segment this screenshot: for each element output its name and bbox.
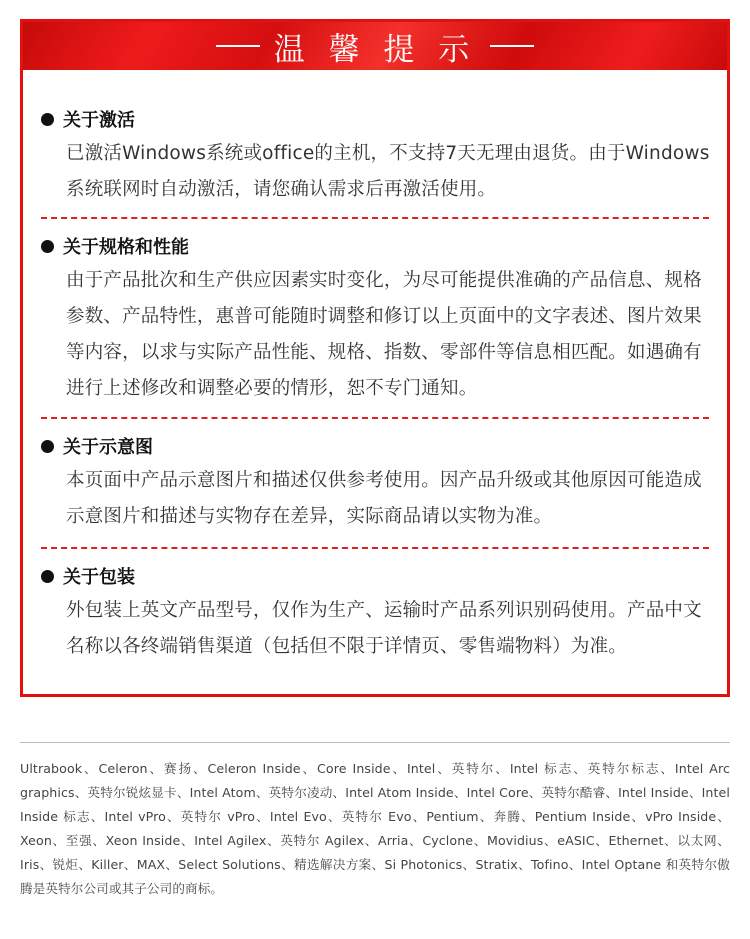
bullet-icon [41,240,54,253]
section-title: 关于规格和性能 [63,237,189,258]
section-body: 外包装上英文产品型号，仅作为生产、运输时产品系列识别码使用。产品中文名称以各终端销售渠道（包括但不限于详情页、零售端物料）为准。 [66,600,702,657]
notice-banner [23,22,727,70]
section-body: 由于产品批次和生产供应因素实时变化，为尽可能提供准确的产品信息、规格参数、产品特性，惠普可能随时调整和修订以上页面中的文字表述、图片效果等内容，以求与实际产品性能、规格、指数、零部件等信息相匹配。如遇确有进行上述修改和调整必要的情形，恕不专门通知。 [66,270,702,399]
banner-right-line [490,45,534,47]
section-divider [41,547,709,549]
section-body: 本页面中产品示意图片和描述仅供参考使用。因产品升级或其他原因可能造成示意图片和描述与实物存在差异，实际商品请以实物为准。 [66,470,702,527]
bullet-icon [41,440,54,453]
section-divider [41,217,709,219]
section-body: 已激活Windows系统或office的主机，不支持7天无理由退货。由于Windows系统联网时自动激活，请您确认需求后再激活使用。 [66,143,710,200]
notice-box [20,19,730,697]
bullet-icon [41,113,54,126]
section-divider [41,417,709,419]
section-packaging [41,563,711,665]
bullet-icon [41,570,54,583]
trademark-notice: Ultrabook、Celeron、赛扬、Celeron Inside、Core Inside、Intel、英特尔、Intel 标志、英特尔标志、Intel Arc graphics、英特尔锐炫显卡、Intel Atom、英特尔凌动、Intel Atom Inside、Intel Core、英特尔酷睿、Intel Inside、Intel Inside 标志、Intel vPro、英特尔 vPro、Intel Evo、英特尔 Evo、Pentium、奔腾、Pentium Inside、vPro Inside、Xeon、至强、Xeon Inside、Intel Agilex、英特尔 Agilex、Arria、Cyclone、Movidius、eASIC、Ethernet、以太网、Iris、锐炬、Killer、MAX、Select Solutions、精选解决方案、Si Photonics、Stratix、Tofino、Intel Optane 和英特尔傲腾是英特尔公司或其子公司的商标。 [20,761,730,896]
separator-rule [20,742,730,743]
section-diagram [41,433,711,535]
section-title: 关于包装 [63,567,135,588]
section-title: 关于激活 [63,110,135,131]
banner-title: 温 馨 提 示 [273,31,477,68]
section-title: 关于示意图 [63,437,153,458]
section-spec-performance [41,233,711,407]
banner-left-line [216,45,260,47]
section-activation [41,106,711,208]
